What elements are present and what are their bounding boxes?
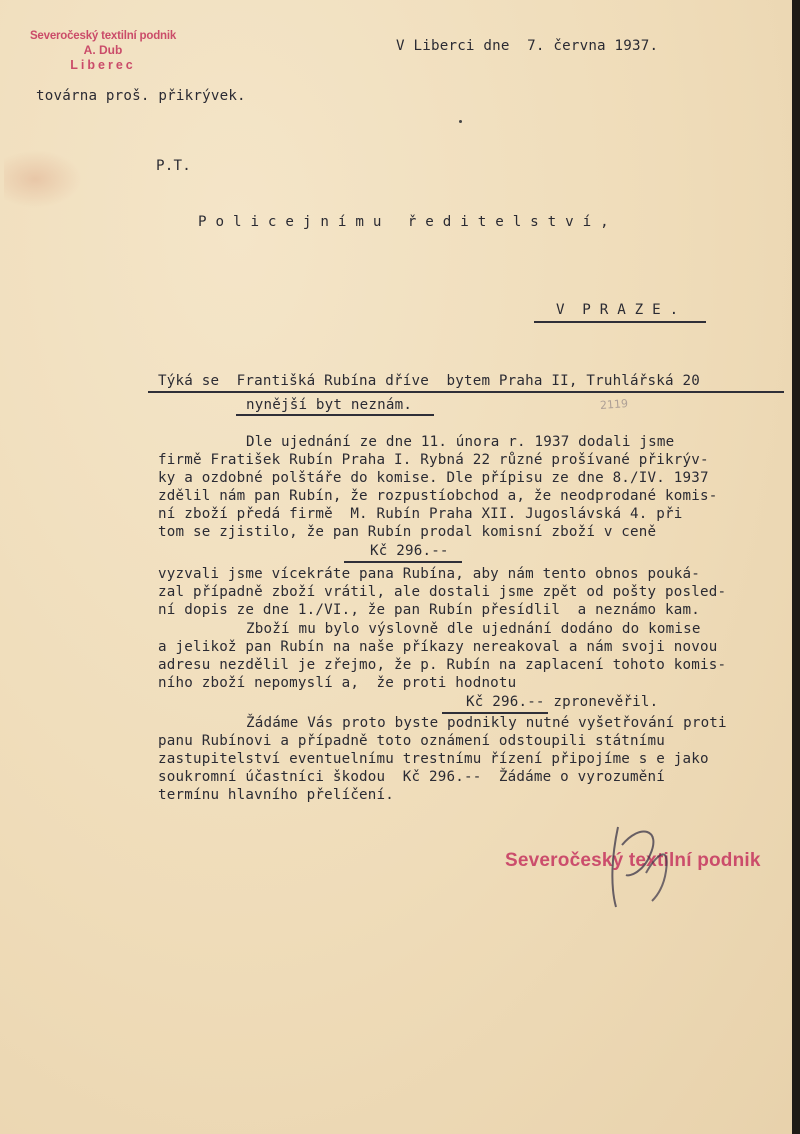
subject-underline-1 xyxy=(148,391,784,393)
stamp-line-3: Liberec xyxy=(70,58,136,72)
signature xyxy=(600,815,690,915)
body-line: Zboží mu bylo výslovně dle ujednání dodáno do komise xyxy=(246,621,701,637)
body-line: vyzvali jsme vícekráte pana Rubína, aby nám tento obnos pouká- xyxy=(158,566,700,582)
body-line: soukromní účastníci škodou Kč 296.-- Žádáme o vyrozumění xyxy=(158,769,666,785)
amount-2: Kč 296.-- zpronevěřil. xyxy=(466,694,659,710)
stamp-line-1: Severočeský textilní podnik xyxy=(29,30,177,42)
sender-line: továrna proš. přikrývek. xyxy=(36,88,246,104)
subject-line-1: Týká se Františká Rubína dříve bytem Praha II, Truhlářská 20 xyxy=(158,373,700,389)
amount-2-underline xyxy=(442,712,548,714)
body-line: panu Rubínovi a případně toto oznámení odstoupili státnímu xyxy=(158,733,666,749)
body-line: firmě Fratišek Rubín Praha I. Rybná 22 různé prošívané přikrýv- xyxy=(158,452,709,468)
place-date: V Liberci dne 7. června 1937. xyxy=(396,38,659,54)
body-line: zdělil nám pan Rubín, že rozpustíobchod a, že neodprodané komis- xyxy=(158,488,718,504)
subject-underline-2 xyxy=(236,414,434,416)
body-line: zastupitelství eventuelnímu trestnímu řízení připojíme s e jako xyxy=(158,751,709,767)
ink-dot xyxy=(459,120,462,123)
recipient-office: P o l i c e j n í m u ř e d i t e l s t v í , xyxy=(198,214,609,230)
scan-edge xyxy=(792,0,800,1134)
recipient-city: V P R A Z E . xyxy=(556,302,679,318)
amount-1-underline xyxy=(344,561,462,563)
body-line: ní dopis ze dne 1./VI., že pan Rubín přesídlil a neznámo kam. xyxy=(158,602,700,618)
body-line: Žádáme Vás proto byste podnikly nutné vyšetřování proti xyxy=(246,715,727,731)
body-line: ního zboží nepomyslí a, že proti hodnotu xyxy=(158,675,517,691)
body-line: ní zboží předá firmě M. Rubín Praha XII. Jugoslávská 4. při xyxy=(158,506,683,522)
body-line: Dle ujednání ze dne 11. února r. 1937 dodali jsme xyxy=(246,434,675,450)
city-underline xyxy=(534,321,706,323)
body-line: adresu nezdělil je zřejmo, že p. Rubín na zaplacení tohoto komis- xyxy=(158,657,727,673)
body-line: ky a ozdobné polštáře do komise. Dle přípisu ze dne 8./IV. 1937 xyxy=(158,470,709,486)
body-line: tom se zjistilo, že pan Rubín prodal komisní zboží v ceně xyxy=(158,524,657,540)
stain-mark xyxy=(4,150,82,208)
stamp-line-2: A. Dub xyxy=(83,43,123,57)
body-line: a jelikož pan Rubín na naše příkazy nereakoval a nám svoji novou xyxy=(158,639,718,655)
body-line: zal případně zboží vrátil, ale dostali jsme zpět od pošty posled- xyxy=(158,584,727,600)
body-line: termínu hlavního přelíčení. xyxy=(158,787,395,803)
subject-line-2: nynější byt neznám. xyxy=(246,397,413,413)
closing-stamp: Severočeský textilní podnik xyxy=(505,850,761,871)
company-stamp xyxy=(18,30,188,72)
amount-1: Kč 296.-- xyxy=(370,543,449,559)
pencil-note: 2119 xyxy=(599,397,629,412)
recipient-pt: P.T. xyxy=(156,158,191,174)
